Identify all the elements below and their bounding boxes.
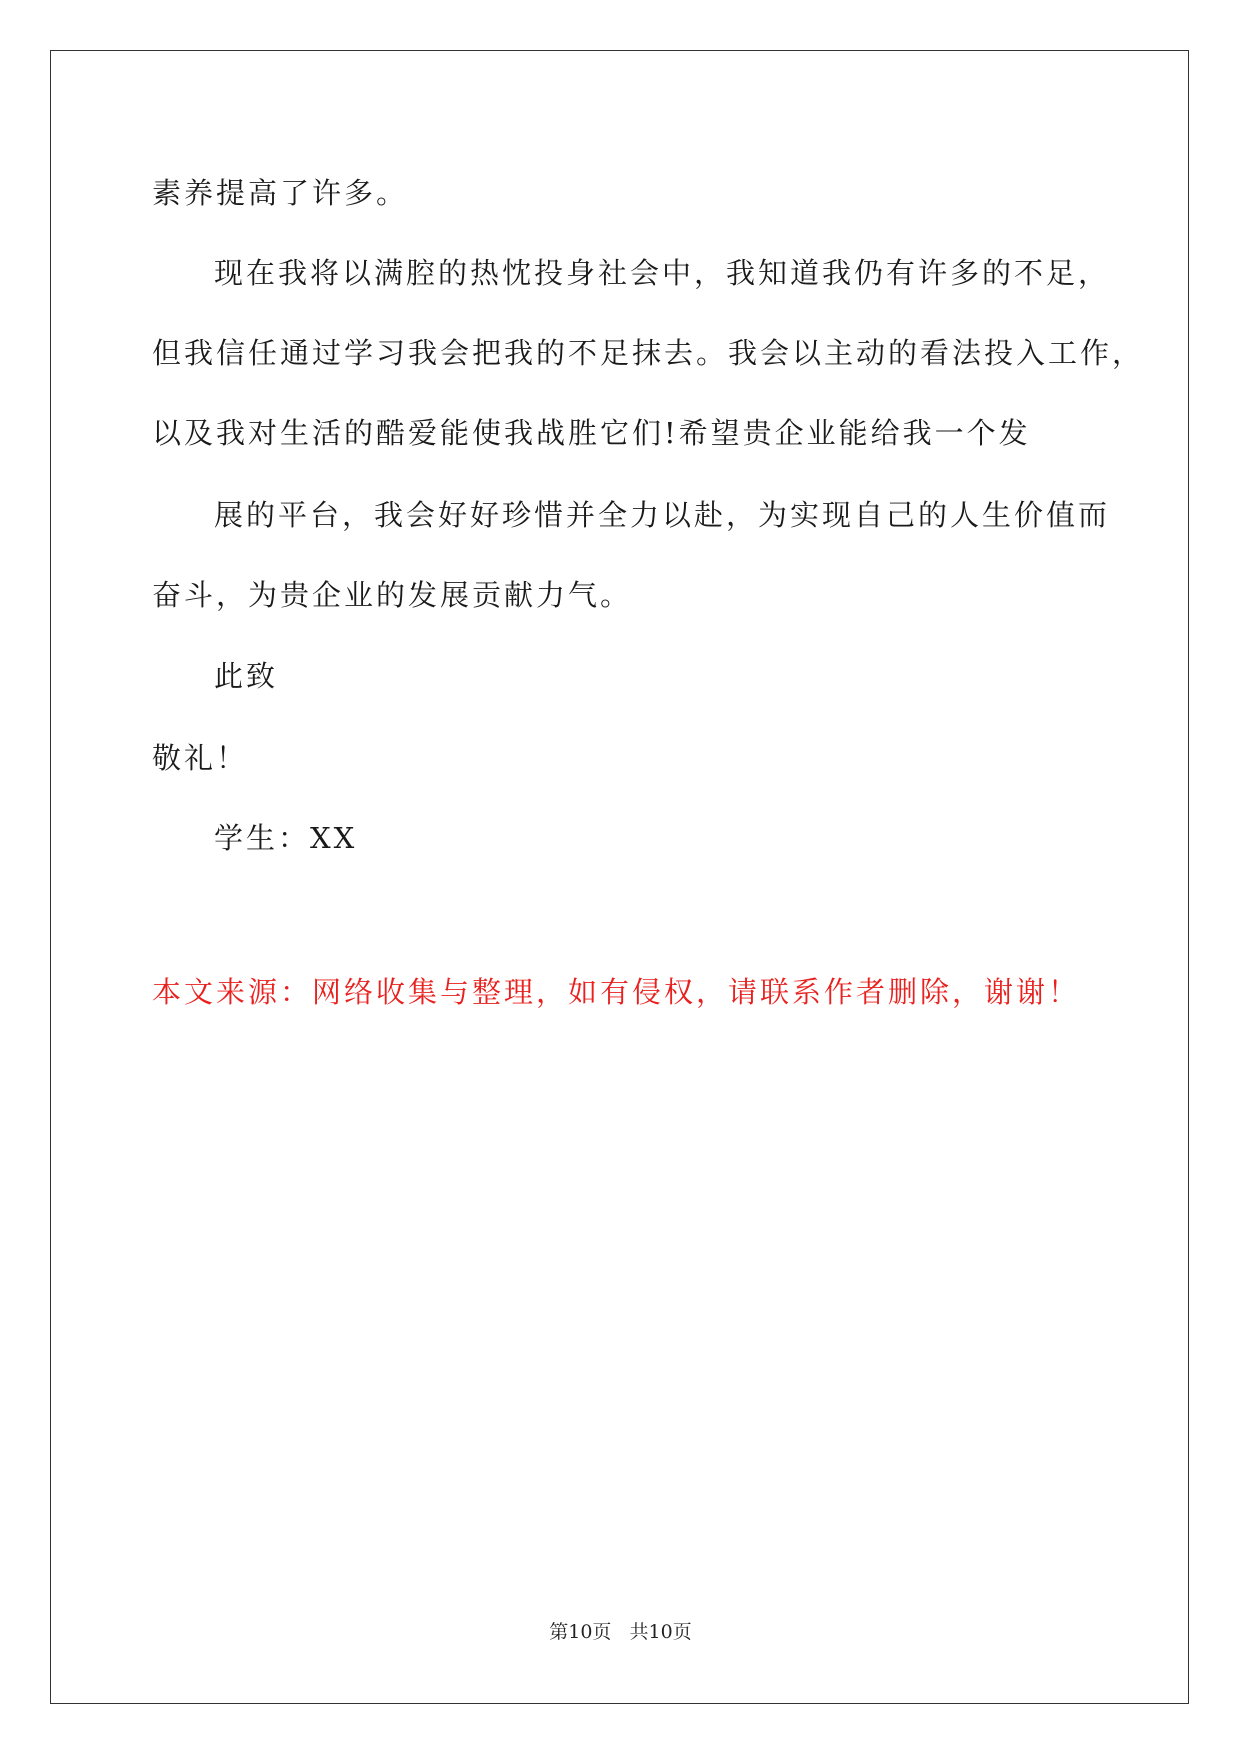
salutation-text: 敬礼！ — [152, 741, 249, 775]
signature-text: 学生：XX — [214, 821, 358, 855]
body-line-5: 展的平台，我会好好珍惜并全力以赴，为实现自己的人生价值而 — [214, 498, 1111, 532]
page-footer: 第10页 共10页 — [549, 1621, 692, 1643]
body-line-6: 奋斗，为贵企业的发展贡献力气。 — [152, 578, 633, 612]
body-line-3: 但我信任通过学习我会把我的不足抹去。我会以主动的看法投入工作， — [152, 336, 1145, 370]
body-line-1: 素养提高了许多。 — [152, 176, 409, 210]
page-border — [50, 50, 1189, 1704]
closing-text: 此致 — [214, 659, 279, 693]
body-line-4: 以及我对生活的酷爱能使我战胜它们!希望贵企业能给我一个发 — [152, 416, 1031, 450]
body-line-2: 现在我将以满腔的热忱投身社会中，我知道我仍有许多的不足， — [214, 256, 1111, 290]
source-note: 本文来源：网络收集与整理，如有侵权，请联系作者删除，谢谢！ — [152, 975, 1081, 1009]
